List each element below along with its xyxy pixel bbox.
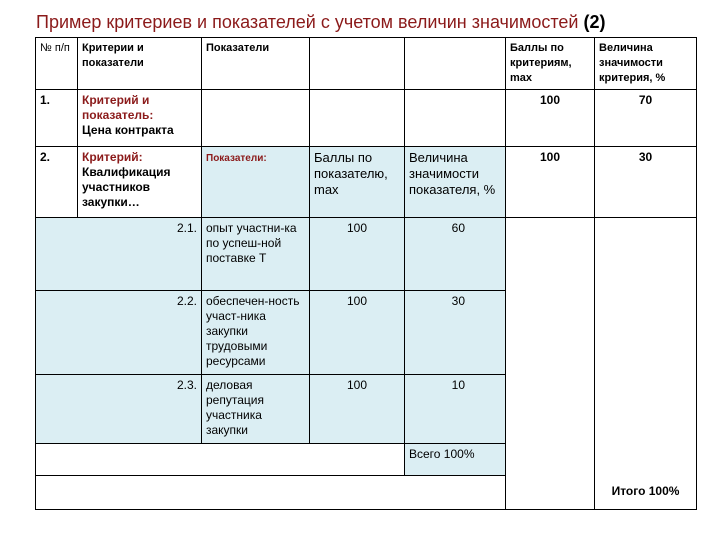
subrow-2-3-weight: 10 — [405, 375, 506, 444]
row2-criterion-name: Квалификация участников закупки… — [82, 165, 171, 209]
row2-weight: 30 — [595, 147, 697, 218]
subrow-2-2-num: 2.2. — [36, 291, 202, 375]
subrow-2-3-num: 2.3. — [36, 375, 202, 444]
subrow-2-1-score: 100 — [310, 218, 405, 291]
subrow-2-3-name: деловая репутация участника закупки — [202, 375, 310, 444]
criteria-table — [35, 37, 697, 510]
row1-criterion-label: Критерий и показатель: — [82, 93, 154, 122]
header-empty-2 — [405, 38, 506, 90]
title-suffix: (2) — [583, 12, 606, 32]
subrow-2-1-num: 2.1. — [36, 218, 202, 291]
merged-score-column — [506, 218, 595, 510]
row1-empty-3 — [405, 90, 506, 147]
row-criterion-2 — [36, 147, 697, 218]
indicators-total-empty — [36, 444, 405, 476]
subrow-2-2-weight: 30 — [405, 291, 506, 375]
row2-criterion — [78, 147, 202, 218]
row2-ind-score-label: Баллы по показателю, max — [310, 147, 405, 218]
slide-title — [36, 10, 716, 34]
header-empty-1 — [310, 38, 405, 90]
subrow-2-1-weight: 60 — [405, 218, 506, 291]
header-row — [36, 38, 697, 90]
row1-empty-1 — [202, 90, 310, 147]
indicators-total: Всего 100% — [405, 444, 506, 476]
header-weight: Величина значимости критерия, % — [595, 38, 697, 90]
row1-criterion-name: Цена контракта — [82, 123, 174, 137]
row2-criterion-label: Критерий: — [82, 150, 143, 164]
header-max-score: Баллы по критериям, max — [506, 38, 595, 90]
row2-num: 2. — [36, 147, 78, 218]
criteria-total: Итого 100% — [595, 218, 697, 510]
row1-empty-2 — [310, 90, 405, 147]
subrow-2-1 — [36, 218, 697, 291]
header-criteria: Критерии и показатели — [78, 38, 202, 90]
subrow-2-1-name: опыт участни-ка по успеш-ной поставке Т — [202, 218, 310, 291]
row2-score: 100 — [506, 147, 595, 218]
row1-num: 1. — [36, 90, 78, 147]
subrow-2-2-name: обеспечен-ность участ-ника закупки трудовыми ресурсами — [202, 291, 310, 375]
row1-criterion — [78, 90, 202, 147]
header-num: № п/п — [36, 38, 78, 90]
subrow-2-2-score: 100 — [310, 291, 405, 375]
subrow-2-3-score: 100 — [310, 375, 405, 444]
header-indicators: Показатели — [202, 38, 310, 90]
title-main: Пример критериев и показателей с учетом величин значимостей — [36, 12, 579, 32]
row2-ind-weight-label: Величина значимости показателя, % — [405, 147, 506, 218]
final-row-empty — [36, 476, 506, 510]
row1-weight: 70 — [595, 90, 697, 147]
row-criterion-1 — [36, 90, 697, 147]
row1-score: 100 — [506, 90, 595, 147]
row2-indicators-label: Показатели: — [202, 147, 310, 218]
